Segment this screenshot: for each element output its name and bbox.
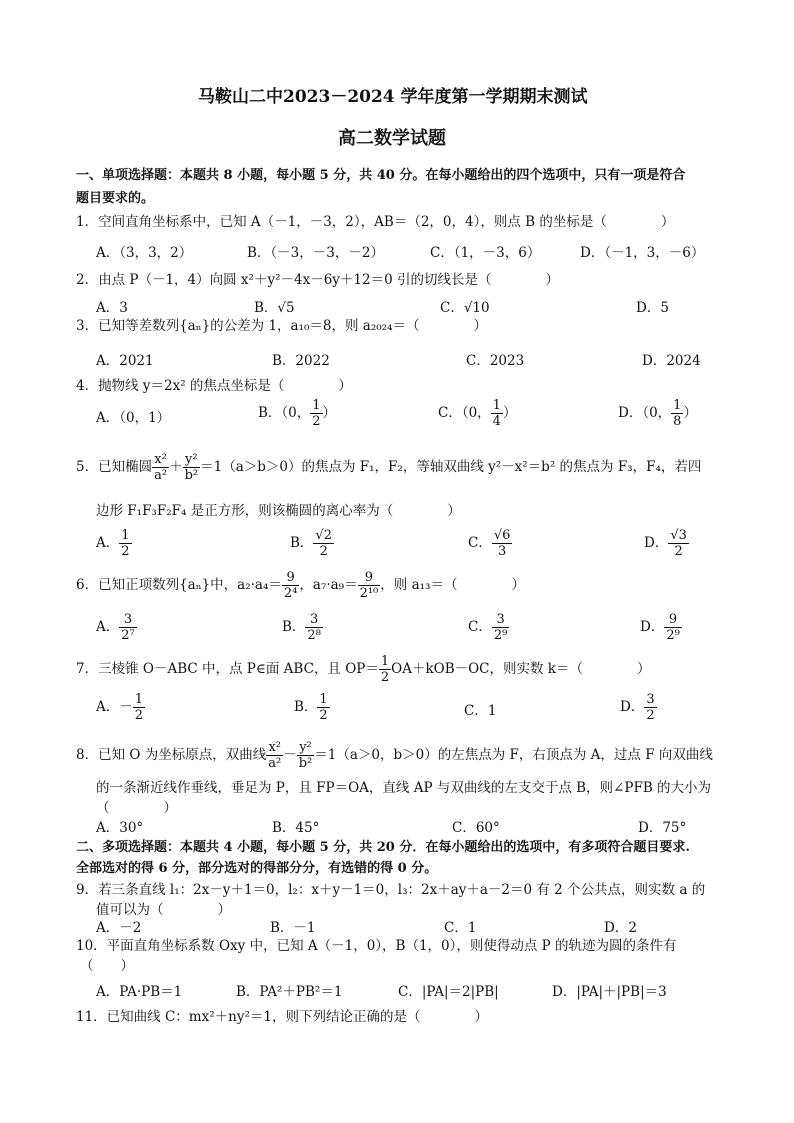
q4-option-a: A．（0，1） xyxy=(96,410,171,426)
q6-stem: 6．已知正项数列{aₙ}中，a₂·a₄＝ $\frac{9}{\text{2⁴}}$ ，a₇·a₉＝ $\frac{9}{\text{2¹⁰}}$ ，则 a₁₃＝（ ） xyxy=(76,570,525,601)
q3-option-a: A．2021 xyxy=(96,353,154,369)
q2-option-d: D．5 xyxy=(636,300,669,316)
q8-option-b: B．45° xyxy=(272,820,320,836)
q3-option-c: C．2023 xyxy=(466,353,525,369)
q4-stem: 4．抛物线 y＝2x² 的焦点坐标是（ ） xyxy=(76,378,352,394)
q2-option-b: B．√5 xyxy=(254,300,295,316)
q9-stem-cont: 值可以为（ ） xyxy=(96,902,231,918)
q10-option-c: C．|PA|＝2|PB| xyxy=(398,984,499,1000)
q8-option-d: D．75° xyxy=(638,820,687,836)
q1-option-b: B．（－3，－3，－2） xyxy=(247,245,384,261)
q5-option-b: B． $\frac{√2}{2}$ xyxy=(290,528,332,559)
q9-option-c: C．1 xyxy=(444,920,477,936)
q2-option-a: A．3 xyxy=(96,300,128,316)
q11-stem: 11．已知曲线 C：mx²＋ny²＝1，则下列结论正确的是（ ） xyxy=(76,1009,488,1025)
q3-option-b: B．2022 xyxy=(272,353,330,369)
q5-option-d: D． $\frac{√3}{2}$ xyxy=(644,528,687,559)
q7-option-a: A．－ $\frac{1}{2}$ xyxy=(96,692,144,723)
section2-heading: 二、多项选择题：本题共 4 小题，每小题 5 分，共 20 分．在每小题给出的选项中，有多项符合题目要求. xyxy=(76,840,690,855)
section2-heading-cont: 全部选对的得 6 分，部分选对的得部分分，有选错的得 0 分。 xyxy=(76,861,438,876)
exam-subtitle: 高二数学试题 xyxy=(338,128,446,149)
q9-stem: 9．若三条直线 l₁：2x－y＋1＝0，l₂：x＋y－1＝0，l₃：2x＋ay＋a－2＝0 有 2 个公共点，则实数 a 的 xyxy=(76,882,706,898)
q1-option-a: A．（3，3，2） xyxy=(96,245,193,261)
q7-option-d: D． $\frac{3}{2}$ xyxy=(620,692,655,723)
q4-option-b: B．（0， $\frac{1}{2}$ ） xyxy=(258,398,337,429)
q6-option-a: A． $\frac{3}{\text{2⁷}}$ xyxy=(96,612,135,643)
q4-option-d: D．（0， $\frac{1}{8}$ ） xyxy=(618,398,697,429)
q9-option-b: B．－1 xyxy=(270,920,316,936)
q6-option-b: B． $\frac{3}{\text{2⁸}}$ xyxy=(282,612,321,643)
q1-option-d: D．（－1，3，－6） xyxy=(580,245,705,261)
q10-option-b: B．PA²＋PB²＝1 xyxy=(236,984,343,1000)
q7-stem: 7．三棱锥 O－ABC 中，点 P∈面 ABC，且 OP＝ $\frac{1}{2}$ OA＋kOB－OC，则实数 k＝（ ） xyxy=(76,654,651,685)
q10-option-d: D．|PA|＋|PB|＝3 xyxy=(552,984,667,1000)
q9-option-a: A．－2 xyxy=(96,920,142,936)
q6-option-d: D． $\frac{9}{\text{2⁹}}$ xyxy=(640,612,680,643)
q8-stem-cont: 的一条渐近线作垂线，垂足为 P，且 FP＝OA，直线 AP 与双曲线的左支交于点 B，则∠PFB 的大小为 xyxy=(96,780,712,796)
q1-option-c: C．（1，－3，6） xyxy=(430,245,541,261)
q7-option-c: C．1 xyxy=(464,703,497,719)
q2-option-c: C．√10 xyxy=(440,300,490,316)
q8-stem-paren: （ ） xyxy=(96,800,177,816)
q3-stem: 3．已知等差数列{aₙ}的公差为 1，a₁₀＝8，则 a₂₀₂₄＝（ ） xyxy=(76,318,487,334)
q1-stem: 1．空间直角坐标系中，已知 A（－1，－3，2），AB＝（2，0，4），则点 B 的坐标是（ ） xyxy=(76,214,675,230)
q9-option-d: D．2 xyxy=(604,920,637,936)
q6-option-c: C． $\frac{3}{\text{2⁹}}$ xyxy=(468,612,508,643)
q10-stem-paren: （ ） xyxy=(80,958,134,974)
q5-option-c: C． $\frac{√6}{3}$ xyxy=(468,528,511,559)
q5-option-a: A． $\frac{1}{2}$ xyxy=(96,528,130,559)
q10-stem: 10．平面直角坐标系数 Oxy 中，已知 A（－1，0），B（1，0），则使得动点 P 的轨迹为圆的条件有 xyxy=(76,938,677,954)
section1-heading-cont: 题目要求的。 xyxy=(76,191,155,206)
q10-option-a: A．PA·PB＝1 xyxy=(96,984,183,1000)
q8-stem: 8．已知 O 为坐标原点，双曲线 $\frac{\text{x²}}{\text{a²}}$ － $\frac{\text{y²}}{\text{b²}}$ ＝1（a＞0，b＞0）的左焦点为 F，右顶点为 A，过点 F 向双曲线 xyxy=(76,740,713,771)
q5-stem: 5．已知椭圆 $\frac{\text{x²}}{\text{a²}}$ ＋ $\frac{\text{y²}}{\text{b²}}$ ＝1（a＞b＞0）的焦点为 F₁，F₂，等轴双曲线 y²－x²＝b² 的焦点为 F₃，F₄，若四 xyxy=(76,452,702,483)
q8-option-c: C．60° xyxy=(452,820,500,836)
q2-stem: 2．由点 P（－1，4）向圆 x²＋y²－4x－6y＋12＝0 引的切线长是（ ） xyxy=(76,272,559,288)
section1-heading: 一、单项选择题：本题共 8 小题，每小题 5 分，共 40 分。在每小题给出的四个选项中，只有一项是符合 xyxy=(76,168,686,183)
q3-option-d: D．2024 xyxy=(642,353,701,369)
q5-stem-cont: 边形 F₁F₃F₂F₄ 是正方形，则该椭圆的离心率为（ ） xyxy=(96,503,461,519)
q7-option-b: B． $\frac{1}{2}$ xyxy=(294,692,328,723)
exam-title: 马鞍山二中2023－2024 学年度第一学期期末测试 xyxy=(198,87,588,107)
q4-option-c: C．（0， $\frac{1}{4}$ ） xyxy=(438,398,517,429)
q8-option-a: A．30° xyxy=(96,820,144,836)
